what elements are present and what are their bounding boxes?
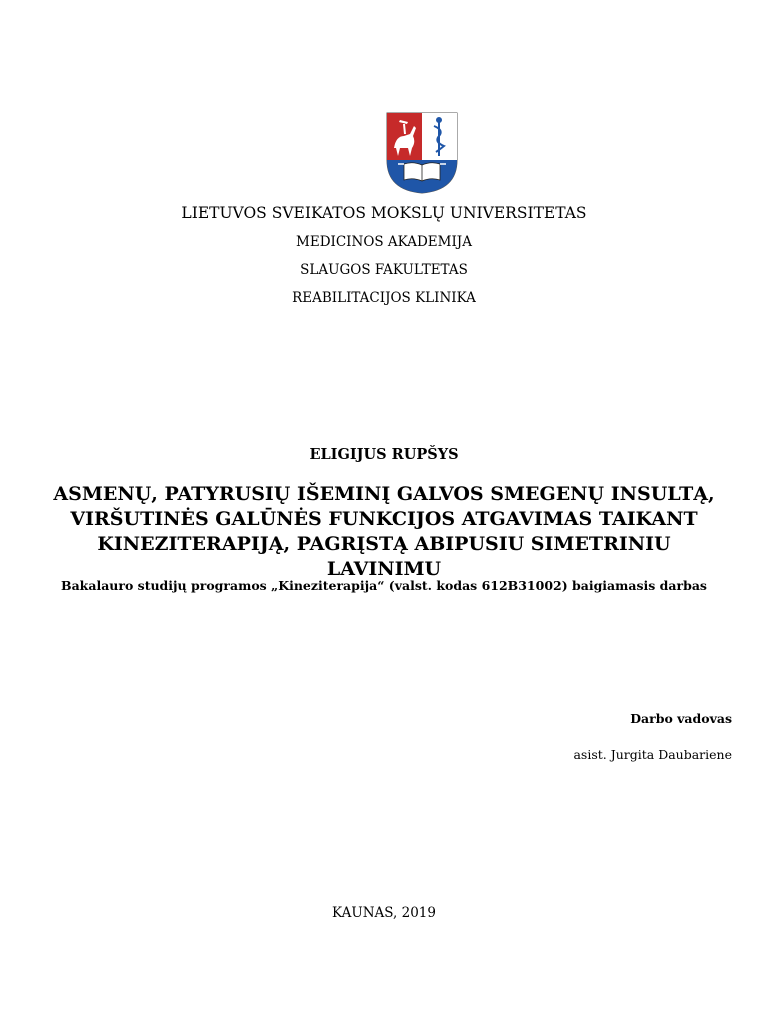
academy-name: MEDICINOS AKADEMIJA [296,234,472,250]
place-year: KAUNAS, 2019 [332,905,436,921]
clinic-name: REABILITACIJOS KLINIKA [292,290,476,306]
supervisor-name: asist. Jurgita Daubariene [573,747,732,762]
university-logo [386,112,458,194]
open-book-icon [398,163,446,181]
thesis-title-line-2: VIRŠUTINĖS GALŪNĖS FUNKCIJOS ATGAVIMAS TAIKANT [70,508,698,530]
thesis-title-line-3: KINEZITERAPIJĄ, PAGRĮSTĄ ABIPUSIU SIMETRINIU [97,533,671,555]
author-name: ELIGIJUS RUPŠYS [309,446,459,463]
faculty-name: SLAUGOS FAKULTETAS [300,262,468,278]
thesis-title-line-1: ASMENŲ, PATYRUSIŲ IŠEMINĮ GALVOS SMEGENŲ INSULTĄ, [53,483,715,505]
supervisor-label: Darbo vadovas [630,711,732,726]
university-name: LIETUVOS SVEIKATOS MOKSLŲ UNIVERSITETAS [181,204,587,222]
thesis-title [0,482,768,582]
program-description: Bakalauro studijų programos „Kineziterapija“ (valst. kodas 612B31002) baigiamasis darbas [61,578,707,593]
thesis-title-line-4: LAVINIMU [326,558,442,580]
